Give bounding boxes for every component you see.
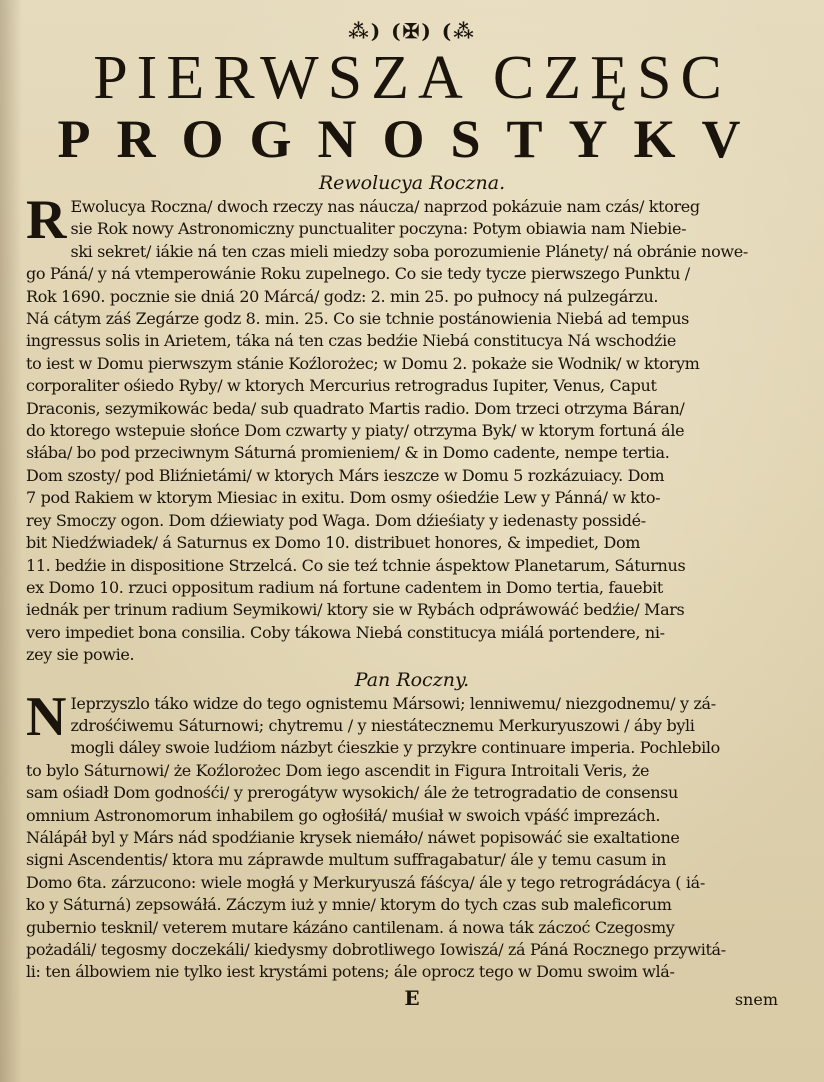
text-line: go Páná/ y ná vtemperowánie Roku zupelnego. Co sie tedy tycze pierwszego Punktu / [26,264,690,284]
text-line: do ktorego wstepuie słońce Dom czwarty y piaty/ otrzyma Byk/ w ktorym fortuná ále [26,421,685,441]
text-line: signi Ascendentis/ ktora mu záprawde multum suffragabatur/ ále y temu casum in [26,850,667,870]
paragraph-pan-roczny [26,685,798,984]
text-line: mogli dáley swoie ludźiom názbyt ćieszkie y przykre continuare imperia. Pochlebilo [70,738,720,758]
text-line: ingressus solis in Arietem, táka ná ten czas bedźie Niebá constitucya Ná wschodźie [26,331,676,351]
text-line: 11. bedźie in dispositione Strzelcá. Co sie teź tchnie áspektow Planetarum, Sáturnus [26,555,686,575]
text-line: ex Domo 10. rzuci oppositum radium ná fortune cadentem in Domo tertia, fauebit [26,577,663,597]
drop-cap: R [26,189,67,251]
text-line: zdrośćiwemu Sáturnowi; chytremu / y niestátecznemu Merkuryuszowi / áby byli [70,715,695,735]
text-line: to iest w Domu pierwszym stánie Koźlorożec; w Domu 2. pokaże sie Wodnik/ w ktorym [26,353,700,373]
paragraph-lines [26,685,798,984]
text-line: Ná cátym záś Zegárze godz 8. min. 25. Co sie tchnie postánowienia Niebá ad tempus [26,309,690,329]
text-line: sam ośiadł Dom godnośći/ y prerogátyw wysokich/ ále że tetrogradatio de consensu [26,783,678,803]
section-heading-pan-roczny: Pan Roczny. [354,668,470,691]
text-line: Draconis, sezymikowác beda/ sub quadrato Martis radio. Dom trzeci otrzyma Báran/ [26,398,685,418]
text-line: corporaliter ośiedo Ryby/ w ktorych Mercurius retrogradus Iupiter, Venus, Caput [26,376,657,396]
text-line: Rok 1690. pocznie sie dniá 20 Márcá/ godz: 2. min 25. po pułnocy ná pulzegárzu. [26,286,659,306]
signature-mark: E [404,985,420,1010]
text-line: Dom szosty/ pod Bliźnietámi/ w ktorych Márs ieszcze w Domu 5 rozkázuiacy. Dom [26,465,665,485]
text-line: gubernio tesknil/ veterem mutare kázáno cantilenam. á nowa ták záczoć Czegosmy [26,917,675,937]
page-title-line-1: PIERWSZA CZĘSC [93,44,731,112]
text-line: iednák per trinum radium Seymikowi/ ktory sie w Rybách odpráwowáć bedźie/ Mars [26,600,685,620]
text-line: bit Niedźwiadek/ á Saturnus ex Domo 10. distribuet honores, & impediet, Dom [26,533,641,553]
text-line: vero impediet bona consilia. Coby tákowa Niebá constitucya miálá portendere, ni- [26,622,665,642]
text-line: Domo 6ta. zárzucono: wiele mogłá y Merkuryuszá fáścya/ ále y tego retrográdácya ( iá- [26,872,705,892]
section-heading-rewolucya: Rewolucya Roczna. [318,172,506,194]
page-footer [26,986,798,1016]
text-line: omnium Astronomorum inhabilem go ogłośiłá/ muśiał w swoich vpáść imprezách. [26,805,661,825]
paragraph-lines [26,189,798,667]
text-line: 7 pod Rakiem w ktorym Miesiac in exitu. Dom osmy ośiedźie Lew y Pánná/ w kto- [26,488,661,508]
text-line: słába/ bo pod przeciwnym Sáturná promieniem/ & in Domo cadente, nempe tertia. [26,443,670,463]
text-line: ko y Sáturná) zepsowáłá. Záczym iuż y mnie/ ktorym do tych czas sub maleficorum [26,895,672,915]
text-line: zey sie powie. [26,645,135,665]
catchword: snem [734,989,778,1009]
page-edge-shadow [0,0,22,1082]
text-line: ski sekret/ iákie ná ten czas mieli miedzy soba porozumienie Plánety/ ná obránie nowe- [70,241,748,261]
text-line: Ieprzyszlo táko widze do tego ognistemu Mársowi; lenniwemu/ niezgodnemu/ y zá- [70,693,716,713]
drop-cap: N [26,685,67,748]
text-line: Ewolucya Roczna/ dwoch rzeczy nas náucza/ naprzod pokázuie nam czás/ ktoreg [70,197,700,216]
text-line: li: ten álbowiem nie tylko iest krystámi potens; ále oprocz tego w Domu swoim wlá- [26,962,675,982]
paragraph-rewolucya [26,189,798,667]
page-title-line-2: PROGNOSTYKV [57,109,767,169]
header-ornament: ⁂) (✠) (⁂ [348,19,476,43]
text-line: rey Smoczy ogon. Dom dźiewiaty pod Waga. Dom dźieśiaty y iedenasty possidé- [26,510,646,530]
text-line: sie Rok nowy Astronomiczny punctualiter poczyna: Potym obiawia nam Niebie- [70,219,687,239]
text-line: pożadáli/ tegosmy doczekáli/ kiedysmy dobrotliwego Iowiszá/ zá Páná Rocznego przywitá- [26,940,726,959]
text-line: to bylo Sáturnowi/ że Koźlorożec Dom iego ascendit in Figura Introitali Veris, że [26,760,650,780]
text-line: Nálápáł byl y Márs nád spodźianie krysek niemáło/ náwet popisowáć sie exaltatione [26,827,680,847]
